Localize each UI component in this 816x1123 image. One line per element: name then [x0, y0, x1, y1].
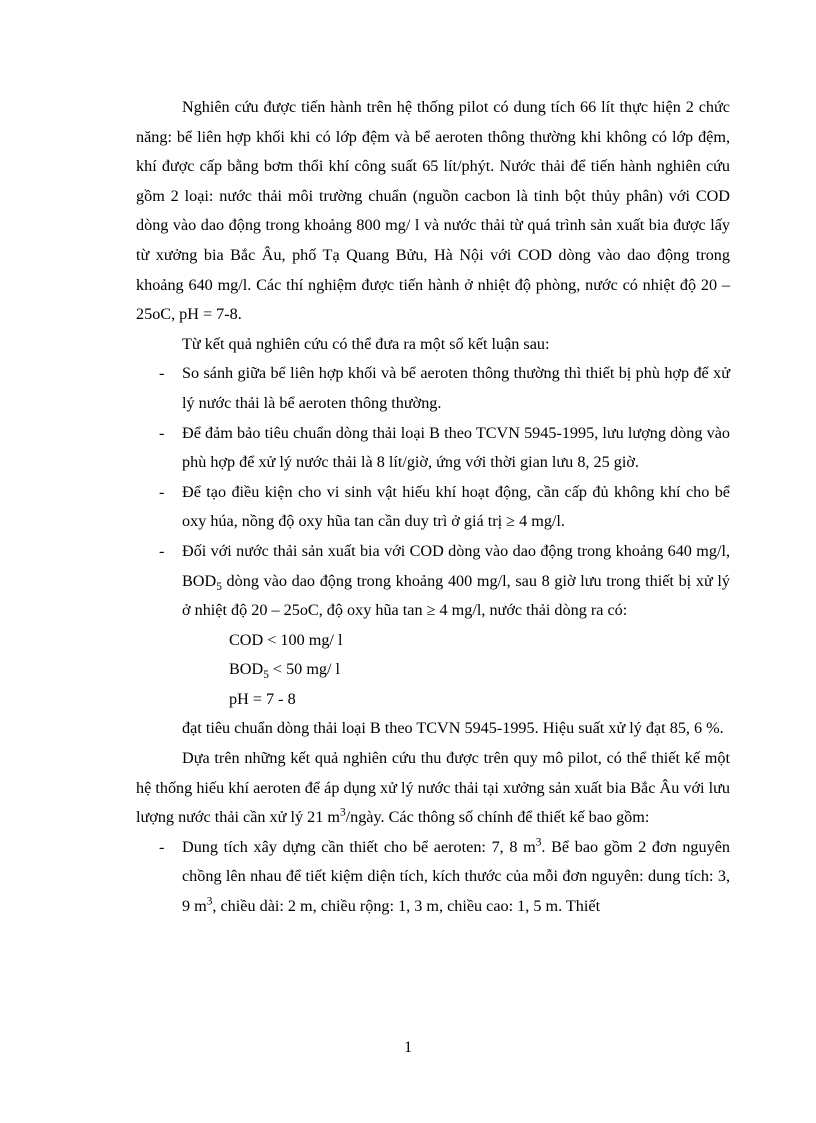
paragraph-conclusions-intro: Từ kết quả nghiên cứu có thể đưa ra một số kết luận sau: — [182, 334, 550, 353]
bullet-item — [136, 478, 730, 537]
superscript: 3 — [206, 895, 213, 908]
subscript: 5 — [263, 669, 269, 682]
superscript: 3 — [339, 806, 346, 819]
bullet-text: So sánh giữa bể liên hợp khối và bể aeroten thông thường thì thiết bị phù hợp để xử lý nước thải là bể aeroten thông thường. — [182, 364, 730, 412]
document-body — [136, 93, 730, 922]
subscript: 5 — [216, 580, 222, 593]
formula-text: BOD — [229, 660, 264, 679]
formula-text: < 50 mg/ l — [268, 660, 341, 679]
dash-bullet: - — [159, 541, 165, 560]
bullet-text: Để đảm bảo tiêu chuẩn dòng thải loại B theo TCVN 5945-1995, lưu lượng dòng vào phù hợp để xử lý nước thải là 8 lít/giờ, ứng với thời gian lưu 8, 25 giờ. — [182, 423, 730, 472]
formula-ph: pH = 7 - 8 — [229, 689, 296, 708]
dash-bullet: - — [159, 837, 165, 856]
page-number: 1 — [403, 1038, 413, 1056]
paragraph-design — [136, 744, 730, 833]
bullet-item — [136, 833, 730, 922]
dash-bullet: - — [159, 423, 165, 442]
dash-bullet: - — [159, 482, 165, 501]
bullet-text: , chiều dài: 2 m, chiều rộng: 1, 3 m, chiều cao: 1, 5 m. Thiết — [212, 897, 601, 916]
bullet-text: . Bể bao gồm 2 đơn nguyên chồng lên nhau để tiết kiệm diện tích, kích thước của mỗi đơn nguyên: dung tích: 3, 9 m — [182, 837, 730, 916]
formula-bod — [136, 655, 730, 685]
paragraph-efficiency: đạt tiêu chuẩn dòng thải loại B theo TCVN 5945-1995. Hiệu suất xử lý đạt 85, 6 %. — [182, 719, 724, 738]
superscript: 3 — [535, 836, 542, 849]
bullet-item — [136, 537, 730, 626]
paragraph-text: Dựa trên những kết quả nghiên cứu thu được trên quy mô pilot, có thể thiết kế một hệ thống hiếu khí aeroten để áp dụng xử lý nước thải tại xưởng sản xuất bia Bắc Âu với lưu lượng nước thải cần xử lý 21 m — [136, 749, 730, 827]
paragraph-text: /ngày. Các thông số chính để thiết kế bao gồm: — [345, 808, 650, 827]
bullet-text: Để tạo điều kiện cho vi sinh vật hiếu khí hoạt động, cần cấp đủ không khí cho bể oxy húa, nồng độ oxy hũa tan cần duy trì ở giá trị ≥ 4 mg/l. — [182, 482, 730, 531]
paragraph-intro: Nghiên cứu được tiến hành trên hệ thống pilot có dung tích 66 lít thực hiện 2 chức năng: bể liên hợp khối khi có lớp đệm và bể aeroten thông thường khi không có lớp đệm, khí được cấp bằng bơm thổi khí công suất 65 lít/phýt. Nước thải để tiến hành nghiên cứu gồm 2 loại: nước thải môi trường chuẩn (nguồn cacbon là tinh bột thủy phân) với COD dòng vào dao động trong khoảng 800 mg/ l và nước thải từ quá trình sản xuất bia được lấy từ xưởng bia Bắc Âu, phố Tạ Quang Bửu, Hà Nội với COD dòng vào dao động trong khoảng 640 mg/l. Các thí nghiệm được tiến hành ở nhiệt độ phòng, nước có nhiệt độ 20 – 25oC, pH = 7-8. — [136, 98, 730, 324]
dash-bullet: - — [159, 364, 165, 383]
formula-cod: COD < 100 mg/ l — [229, 630, 343, 649]
bullet-text: Đối với nước thải sản xuất bia với COD dòng vào dao động trong khoảng 640 mg/l, BOD — [182, 541, 730, 590]
bullet-text: Dung tích xây dựng cần thiết cho bể aeroten: 7, 8 m — [182, 837, 536, 856]
bullet-text: dòng vào dao động trong khoảng 400 mg/l, sau 8 giờ lưu trong thiết bị xử lý ở nhiệt độ 20 – 25oC, độ oxy hũa tan ≥ 4 mg/l, nước thải dòng ra có: — [182, 571, 730, 620]
bullet-item — [136, 419, 730, 478]
bullet-item — [136, 359, 730, 418]
